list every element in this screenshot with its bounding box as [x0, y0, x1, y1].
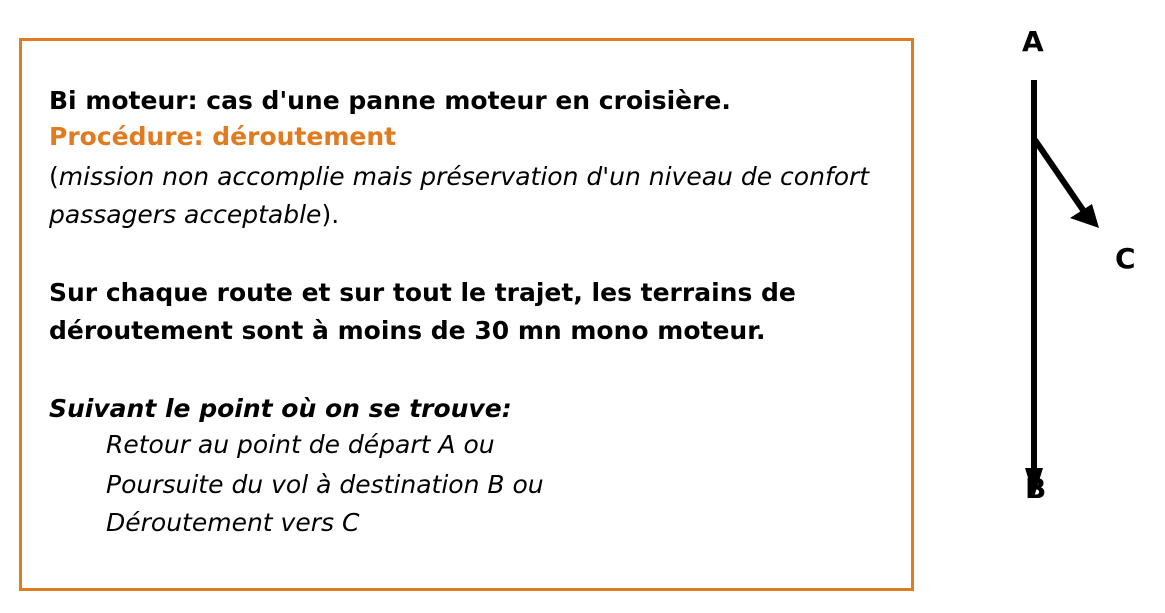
note-line-1	[49, 162, 869, 192]
option-continue-b: Poursuite du vol à destination B ou	[106, 470, 544, 499]
option-return-a: Retour au point de départ A ou	[106, 430, 495, 459]
point-a-label: A	[1022, 25, 1044, 58]
point-c-label: C	[1115, 242, 1136, 275]
note-close-paren: ).	[321, 200, 340, 229]
procedure-heading: Procédure: déroutement	[49, 122, 397, 151]
note-open-paren: (	[49, 162, 59, 191]
rule-line-1: Sur chaque route et sur tout le trajet, les terrains de	[49, 278, 796, 307]
point-b-label: B	[1025, 472, 1047, 505]
route-diagram	[960, 0, 1165, 613]
options-heading: Suivant le point où on se trouve:	[49, 394, 512, 423]
diversion-line-to-c	[1035, 140, 1083, 210]
note-text-2: passagers acceptable	[49, 200, 322, 229]
rule-line-2: déroutement sont à moins de 30 mn mono moteur.	[49, 316, 766, 345]
note-text-1: mission non accomplie mais préservation d'un niveau de confort	[58, 162, 870, 191]
note-line-2	[49, 200, 339, 230]
option-divert-c: Déroutement vers C	[106, 508, 360, 537]
panel-title: Bi moteur: cas d'une panne moteur en croisière.	[49, 86, 731, 115]
